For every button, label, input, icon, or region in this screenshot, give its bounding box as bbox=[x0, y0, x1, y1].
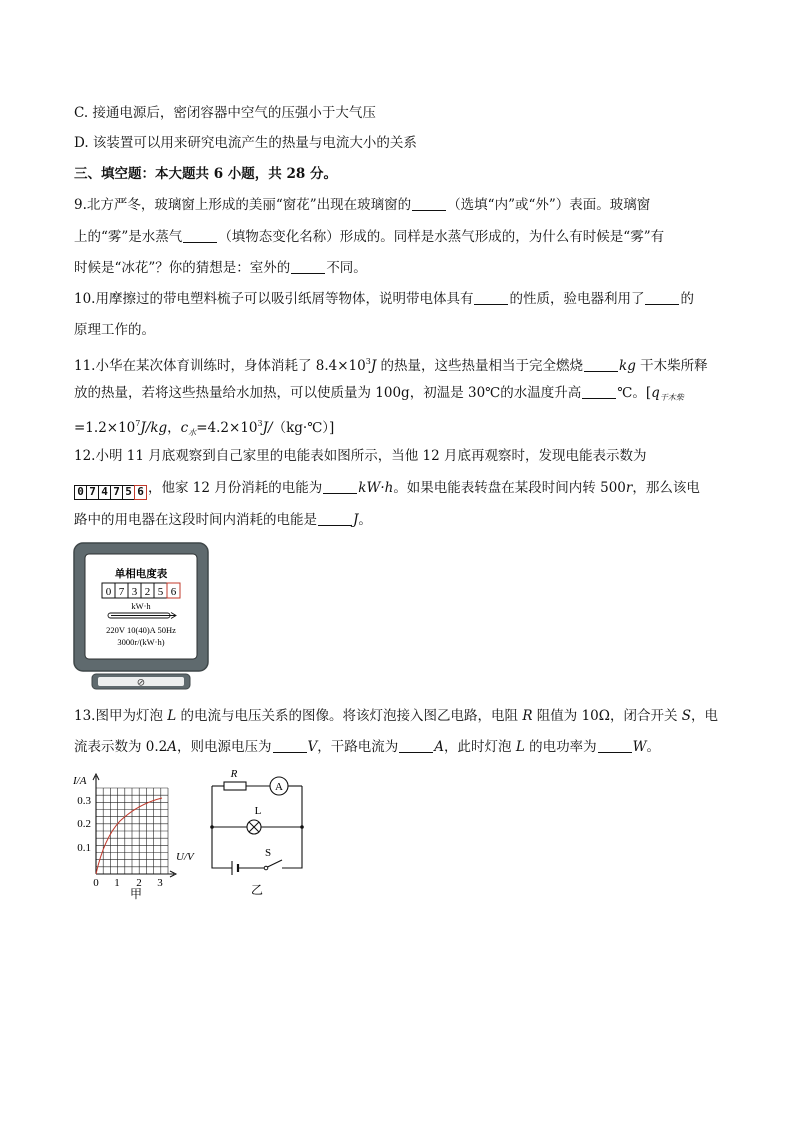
q9-blank-3 bbox=[291, 260, 325, 274]
reading-digit: 7 bbox=[110, 485, 123, 500]
q13-text-4: ，电 bbox=[691, 708, 718, 724]
meter-reading-digits bbox=[74, 485, 146, 500]
q13-unit-v: V bbox=[307, 739, 318, 755]
iu-graph-figure bbox=[70, 770, 206, 902]
graph-ytick: 0.2 bbox=[77, 818, 91, 830]
q11-text-1: 11.小华在某次体育训练时，身体消耗了 8.4×10 bbox=[74, 358, 366, 374]
graph-xtick: 3 bbox=[157, 877, 163, 889]
meter-disk-arrow-icon bbox=[108, 613, 176, 619]
meter-digit: 7 bbox=[118, 586, 125, 598]
option-d bbox=[74, 133, 417, 153]
reading-digit-decimal: 6 bbox=[134, 485, 147, 500]
q13-text-8: ，此时灯泡 bbox=[444, 739, 516, 755]
q12-unit-1: kW·h bbox=[358, 480, 394, 496]
q13-line1 bbox=[74, 706, 718, 726]
q12-line1 bbox=[74, 446, 647, 466]
q11-text-5: ℃。[ bbox=[617, 385, 652, 401]
q9-text-1: 9.北方严冬，玻璃窗上形成的美丽“窗花”出现在玻璃窗的 bbox=[74, 197, 412, 213]
q11-line3 bbox=[74, 414, 334, 443]
electricity-meter-figure bbox=[72, 541, 212, 693]
q11-blank-1 bbox=[584, 358, 618, 372]
q9-blank-2 bbox=[183, 229, 217, 243]
q13-unit-w: W bbox=[632, 739, 647, 755]
q11-unit-2: J/kg bbox=[140, 420, 168, 436]
option-c-text: C. 接通电源后，密闭容器中空气的压强小于大气压 bbox=[74, 105, 376, 121]
q10-text-1: 10.用摩擦过的带电塑料梳子可以吸引纸屑等物体，说明带电体具有 bbox=[74, 291, 474, 307]
circuit-diagram-figure bbox=[204, 766, 316, 902]
graph-grid bbox=[96, 788, 168, 874]
q11-sub-c: 水 bbox=[188, 428, 197, 437]
option-d-text: D. 该装置可以用来研究电流产生的热量与电流大小的关系 bbox=[74, 135, 417, 151]
q12-unit-2: J bbox=[353, 512, 359, 528]
q12-text-2: ，他家 12 月份消耗的电能为 bbox=[148, 480, 323, 496]
q11-text-6: =1.2×10 bbox=[74, 420, 136, 436]
q9-line1 bbox=[74, 195, 650, 215]
switch-label: S bbox=[264, 847, 272, 859]
meter-digit: 2 bbox=[144, 586, 151, 598]
lamp-label: L bbox=[254, 805, 262, 817]
q11-unit-1: J bbox=[370, 358, 377, 374]
q11-exp-2: 7 bbox=[135, 419, 141, 428]
q11-symbol-c: c bbox=[180, 420, 189, 436]
meter-unit: kW·h bbox=[131, 601, 151, 611]
graph-ylabel: I/A bbox=[73, 775, 87, 787]
q12-unit-r: r bbox=[625, 480, 633, 496]
meter-digit-decimal: 6 bbox=[170, 586, 177, 598]
ammeter-label: A bbox=[275, 781, 283, 793]
q11-sub-q: 干木柴 bbox=[659, 393, 684, 402]
q11-blank-2 bbox=[582, 385, 616, 399]
q12-text-3: 。如果电能表转盘在某段时间内转 500 bbox=[393, 480, 626, 496]
graph-xtick: 2 bbox=[136, 877, 142, 889]
q11-line1 bbox=[74, 352, 708, 376]
q12-blank-1 bbox=[323, 480, 357, 494]
q13-text-6: ，则电源电压为 bbox=[177, 739, 272, 755]
graph-caption: 甲 bbox=[129, 887, 143, 901]
q13-blank-2 bbox=[399, 739, 433, 753]
reading-digit: 0 bbox=[74, 485, 87, 500]
option-c bbox=[74, 103, 376, 123]
q9-text-2: （选填“内”或“外”）表面。玻璃窗 bbox=[447, 197, 651, 213]
q12-text-6: 。 bbox=[358, 512, 372, 528]
q13-text-9: 的电功率为 bbox=[524, 739, 597, 755]
q10-blank-2 bbox=[645, 291, 679, 305]
meter-digit: 0 bbox=[105, 586, 112, 598]
q10-text-3: 的 bbox=[680, 291, 694, 307]
meter-spec-constant: 3000r/(kW·h) bbox=[117, 637, 165, 647]
reading-digit: 4 bbox=[98, 485, 111, 500]
graph-xtick: 1 bbox=[114, 877, 120, 889]
q11-line2 bbox=[74, 383, 684, 408]
q11-text-2: 的热量，这些热量相当于完全燃烧 bbox=[376, 358, 584, 374]
q13-blank-1 bbox=[273, 739, 307, 753]
switch-icon bbox=[264, 860, 282, 870]
q13-symbol-s: S bbox=[681, 708, 691, 724]
q13-symbol-r: R bbox=[522, 708, 533, 724]
q11-text-7: ， bbox=[167, 420, 181, 436]
q10-blank-1 bbox=[474, 291, 508, 305]
q13-text-10: 。 bbox=[646, 739, 660, 755]
q13-text-7: ，干路电流为 bbox=[317, 739, 399, 755]
q9-text-5: 时候是“冰花”？你的猜想是：室外的 bbox=[74, 260, 291, 276]
q11-exp-1: 3 bbox=[365, 357, 371, 366]
q12-text-4: ，那么该电 bbox=[632, 480, 700, 496]
q9-text-6: 不同。 bbox=[326, 260, 367, 276]
q12-line2 bbox=[74, 478, 700, 500]
q13-text-2: 的电流与电压关系的图像。将该灯泡接入图乙电路，电阻 bbox=[176, 708, 523, 724]
junction-dot bbox=[210, 825, 214, 829]
q11-text-8: =4.2×10 bbox=[196, 420, 258, 436]
circuit-caption: 乙 bbox=[250, 883, 264, 897]
meter-digit: 5 bbox=[157, 586, 164, 598]
graph-ytick: 0.3 bbox=[77, 795, 91, 807]
q9-blank-1 bbox=[412, 197, 446, 211]
resistor-icon bbox=[224, 782, 246, 790]
resistor-label: R bbox=[230, 768, 238, 780]
q13-text-3: 阻值为 10Ω，闭合开关 bbox=[532, 708, 682, 724]
q12-text-5: 路中的用电器在这段时间内消耗的电能是 bbox=[74, 512, 317, 528]
q11-text-9: （kg·℃）] bbox=[272, 420, 335, 436]
q11-text-4: 放的热量，若将这些热量给水加热，可以使质量为 100g，初温是 30℃的水温度升高 bbox=[74, 385, 582, 401]
q13-text-5: 流表示数为 0.2 bbox=[74, 739, 168, 755]
q10-line1 bbox=[74, 289, 694, 309]
q10-line2 bbox=[74, 320, 155, 340]
q9-line3 bbox=[74, 258, 367, 278]
q13-symbol-l2: L bbox=[515, 739, 525, 755]
meter-digit: 3 bbox=[131, 586, 138, 598]
q11-symbol-q: q bbox=[651, 385, 660, 401]
reading-digit: 5 bbox=[122, 485, 135, 500]
meter-title: 单相电度表 bbox=[114, 569, 168, 580]
battery-icon bbox=[232, 861, 238, 875]
reading-digit: 7 bbox=[86, 485, 99, 500]
q13-symbol-l: L bbox=[167, 708, 177, 724]
q13-line2 bbox=[74, 737, 660, 757]
junction-dot bbox=[300, 825, 304, 829]
q12-text-1: 12.小明 11 月底观察到自己家里的电能表如图所示，当他 12 月底再观察时，发现电能表示数为 bbox=[74, 448, 647, 464]
meter-knob-icon: ⊘ bbox=[136, 677, 146, 689]
lamp-icon bbox=[247, 820, 261, 834]
graph-ytick: 0.1 bbox=[77, 842, 91, 854]
q12-line3 bbox=[74, 510, 372, 530]
q9-text-3: 上的“雾”是水蒸气 bbox=[74, 229, 183, 245]
q9-line2 bbox=[74, 227, 664, 247]
section-heading bbox=[74, 164, 337, 184]
graph-xlabel: U/V bbox=[176, 851, 194, 863]
q12-blank-2 bbox=[318, 512, 352, 526]
q13-unit-a: A bbox=[167, 739, 178, 755]
q13-blank-3 bbox=[598, 739, 632, 753]
q11-text-3: 干木柴所释 bbox=[635, 358, 708, 374]
q10-text-2: 的性质，验电器利用了 bbox=[509, 291, 645, 307]
q11-unit-3: J/ bbox=[262, 420, 273, 436]
meter-spec-voltage: 220V 10(40)A 50Hz bbox=[106, 625, 176, 635]
q10-text-4: 原理工作的。 bbox=[74, 322, 155, 338]
q11-exp-3: 3 bbox=[257, 419, 263, 428]
q13-unit-a2: A bbox=[434, 739, 445, 755]
section-heading-text: 三、填空题：本大题共 6 小题，共 28 分。 bbox=[74, 166, 337, 182]
q9-text-4: （填物态变化名称）形成的。同样是水蒸气形成的，为什么有时候是“雾”有 bbox=[218, 229, 665, 245]
q13-text-1: 13.图甲为灯泡 bbox=[74, 708, 168, 724]
q11-unit-kg: kg bbox=[619, 358, 636, 374]
graph-xtick: 0 bbox=[93, 877, 99, 889]
